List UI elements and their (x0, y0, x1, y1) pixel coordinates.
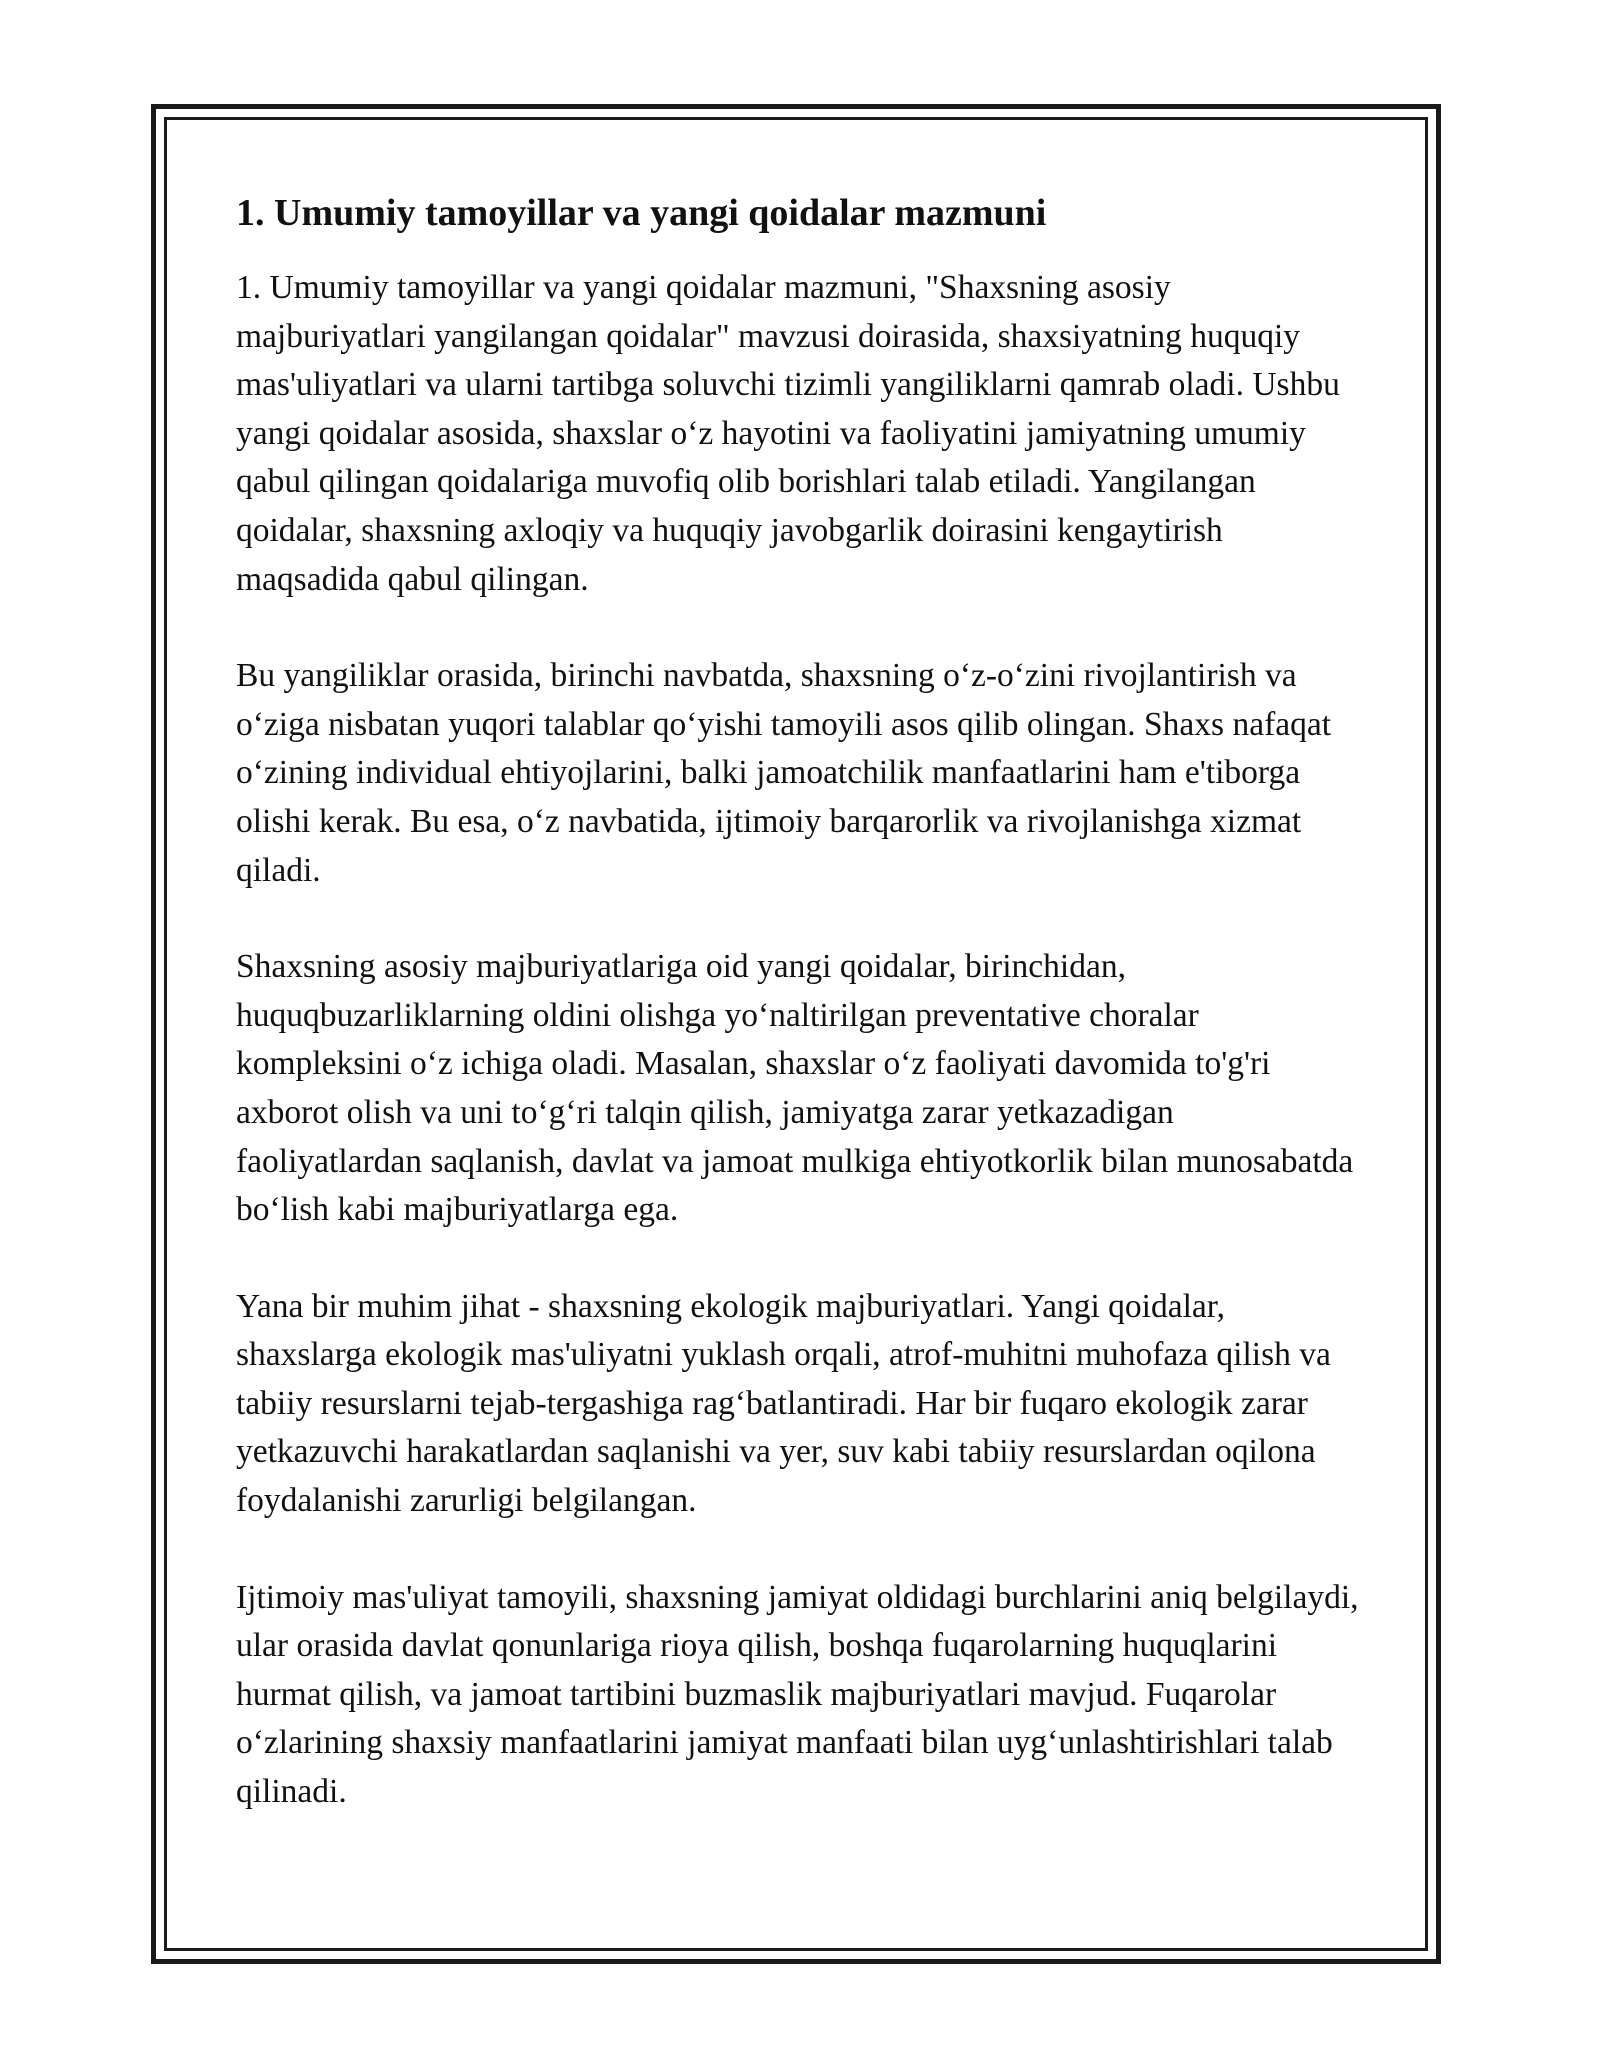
document-body (236, 188, 1366, 1865)
paragraph-5: Ijtimoiy mas'uliyat tamoyili, shaxsning jamiyat oldidagi burchlarini aniq belgilaydi, ular orasida davlat qonunlariga rioya qilish, boshqa fuqarolarning huquqlarini hurmat qilish, va jamoat tartibini buzmaslik majburiyatlari mavjud. Fuqarolar o‘zlarining shaxsiy manfaatlarini jamiyat manfaati bilan uyg‘unlashtirishlari talab qilinadi. (236, 1578, 1359, 1811)
section-heading: 1. Umumiy tamoyillar va yangi qoidalar mazmuni (236, 192, 1047, 234)
paragraph-2: Bu yangiliklar orasida, birinchi navbatda, shaxsning o‘z-o‘zini rivojlantirish va o‘ziga nisbatan yuqori talablar qo‘yishi tamoyili asos qilib olingan. Shaxs nafaqat o‘zining individual ehtiyojlarini, balki jamoatchilik manfaatlarini ham e'tiborga olishi kerak. Bu esa, o‘z navbatida, ijtimoiy barqarorlik va rivojlanishga xizmat qiladi. (236, 657, 1332, 889)
paragraph-4: Yana bir muhim jihat - shaxsning ekologik majburiyatlari. Yangi qoidalar, shaxslarga ekologik mas'uliyatni yuklash orqali, atrof-muhitni muhofaza qilish va tabiiy resurslarni tejab-tergashiga rag‘batlantiradi. Har bir fuqaro ekologik zarar yetkazuvchi harakatlardan saqlanishi va yer, suv kabi tabiiy resurslardan oqilona foydalanishi zarurligi belgilangan. (236, 1287, 1331, 1520)
paragraph-1: 1. Umumiy tamoyillar va yangi qoidalar mazmuni, "Shaxsning asosiy majburiyatlari yangilangan qoidalar" mavzusi doirasida, shaxsiyatning huquqiy mas'uliyatlari va ularni tartibga soluvchi tizimli yangiliklarni qamrab oladi. Ushbu yangi qoidalar asosida, shaxslar o‘z hayotini va faoliyatini jamiyatning umumiy qabul qilingan qoidalariga muvofiq olib borishlari talab etiladi. Yangilangan qoidalar, shaxsning axloqiy va huquqiy javobgarlik doirasini kengaytirish maqsadida qabul qilingan. (236, 269, 1340, 598)
paragraph-3: Shaxsning asosiy majburiyatlariga oid yangi qoidalar, birinchidan, huquqbuzarliklarning oldini olishga yo‘naltirilgan preventative choralar kompleksini o‘z ichiga oladi. Masalan, shaxslar o‘z faoliyati davomida to'g'ri axborot olish va uni to‘g‘ri talqin qilish, jamiyatga zarar yetkazadigan faoliyatlardan saqlanish, davlat va jamoat mulkiga ehtiyotkorlik bilan munosabatda bo‘lish kabi majburiyatlarga ega. (236, 948, 1354, 1229)
